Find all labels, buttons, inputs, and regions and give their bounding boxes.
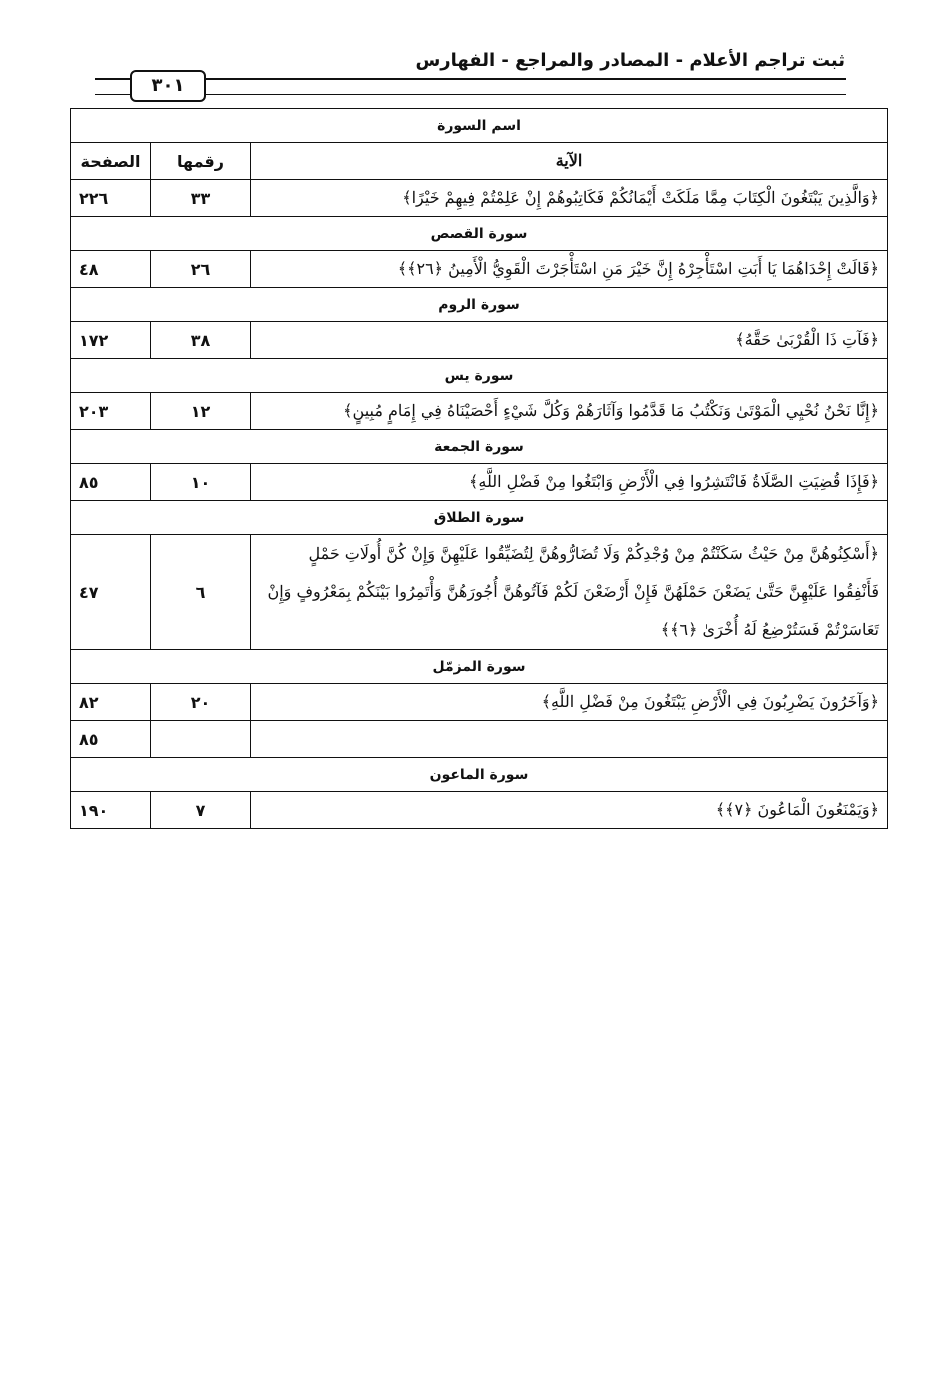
ayah-row xyxy=(71,251,888,288)
surah-heading-row xyxy=(71,217,888,251)
surah-heading-row xyxy=(71,501,888,535)
ayah-text: ﴿وَيَمْنَعُونَ الْمَاعُونَ ﴿٧﴾﴾ xyxy=(251,792,888,829)
page-reference: ٨٢ xyxy=(71,684,151,721)
ayah-row xyxy=(71,684,888,721)
ayah-text: ﴿وَالَّذِينَ يَبْتَغُونَ الْكِتَابَ مِمَّا مَلَكَتْ أَيْمَانُكُمْ فَكَاتِبُوهُمْ إِنْ عَلِمْتُمْ فِيهِمْ خَيْرًا﴾ xyxy=(251,180,888,217)
header-rule-left xyxy=(95,78,130,80)
surah-title: سورة الماعون xyxy=(71,758,888,792)
first-surah-row xyxy=(71,109,888,143)
surah-heading-row xyxy=(71,650,888,684)
quran-verse-index-table xyxy=(70,108,888,829)
ayah-row xyxy=(71,535,888,650)
surah-heading-row xyxy=(71,758,888,792)
surah-title: اسم السورة xyxy=(71,109,888,143)
page-reference: ١٧٢ xyxy=(71,322,151,359)
surah-title: سورة يس xyxy=(71,359,888,393)
column-header-page: الصفحة xyxy=(71,143,151,180)
column-header-number: رقمها xyxy=(151,143,251,180)
ayah-row xyxy=(71,180,888,217)
header-rule-bottom xyxy=(95,94,846,95)
ayah-number xyxy=(151,721,251,758)
ayah-number: ١٢ xyxy=(151,393,251,430)
ayah-number: ٧ xyxy=(151,792,251,829)
page-reference: ٨٥ xyxy=(71,464,151,501)
surah-heading-row xyxy=(71,359,888,393)
ayah-text: ﴿أَسْكِنُوهُنَّ مِنْ حَيْثُ سَكَنْتُمْ مِنْ وُجْدِكُمْ وَلَا تُضَارُّوهُنَّ لِتُضَيِّقُوا عَلَيْهِنَّ وَإِنْ كُنَّ أُولَاتِ حَمْلٍ فَأَنْفِقُوا عَلَيْهِنَّ حَتَّىٰ يَضَعْنَ حَمْلَهُنَّ فَإِنْ أَرْضَعْنَ لَكُمْ فَآتُوهُنَّ أُجُورَهُنَّ وَأْتَمِرُوا بَيْنَكُمْ بِمَعْرُوفٍ وَإِنْ تَعَاسَرْتُمْ فَسَتُرْضِعُ لَهُ أُخْرَىٰ ﴿٦﴾﴾ xyxy=(251,535,888,650)
ayah-row xyxy=(71,464,888,501)
page-reference: ٤٨ xyxy=(71,251,151,288)
ayah-number: ٣٨ xyxy=(151,322,251,359)
page-header-title: ثبت تراجم الأعلام - المصادر والمراجع - الفهارس xyxy=(415,50,845,71)
ayah-row xyxy=(71,721,888,758)
ayah-text xyxy=(251,721,888,758)
page-reference: ٤٧ xyxy=(71,535,151,650)
ayah-number: ١٠ xyxy=(151,464,251,501)
surah-title: سورة الروم xyxy=(71,288,888,322)
surah-title: سورة القصص xyxy=(71,217,888,251)
surah-title: سورة الجمعة xyxy=(71,430,888,464)
surah-title: سورة المزمّل xyxy=(71,650,888,684)
header-rule-right xyxy=(206,78,846,80)
ayah-number: ٣٣ xyxy=(151,180,251,217)
page-reference: ٢٠٣ xyxy=(71,393,151,430)
surah-heading-row xyxy=(71,430,888,464)
page-number: ٣٠١ xyxy=(130,70,206,102)
ayah-row xyxy=(71,393,888,430)
surah-heading-row xyxy=(71,288,888,322)
ayah-number: ٢٠ xyxy=(151,684,251,721)
ayah-number: ٢٦ xyxy=(151,251,251,288)
surah-title: سورة الطلاق xyxy=(71,501,888,535)
ayah-row xyxy=(71,792,888,829)
ayah-text: ﴿قَالَتْ إِحْدَاهُمَا يَا أَبَتِ اسْتَأْجِرْهُ إِنَّ خَيْرَ مَنِ اسْتَأْجَرْتَ الْقَوِيُّ الْأَمِينُ ﴿٢٦﴾﴾ xyxy=(251,251,888,288)
ayah-row xyxy=(71,322,888,359)
ayah-number: ٦ xyxy=(151,535,251,650)
page-reference: ٨٥ xyxy=(71,721,151,758)
page-reference: ١٩٠ xyxy=(71,792,151,829)
ayah-text: ﴿فَإِذَا قُضِيَتِ الصَّلَاةُ فَانْتَشِرُوا فِي الْأَرْضِ وَابْتَغُوا مِنْ فَضْلِ اللَّهِ﴾ xyxy=(251,464,888,501)
column-header-ayah: الآية xyxy=(251,143,888,180)
ayah-text: ﴿وَآخَرُونَ يَضْرِبُونَ فِي الْأَرْضِ يَبْتَغُونَ مِنْ فَضْلِ اللَّهِ﴾ xyxy=(251,684,888,721)
ayah-text: ﴿إِنَّا نَحْنُ نُحْيِي الْمَوْتَىٰ وَنَكْتُبُ مَا قَدَّمُوا وَآثَارَهُمْ وَكُلَّ شَيْءٍ أَحْصَيْنَاهُ فِي إِمَامٍ مُبِينٍ﴾ xyxy=(251,393,888,430)
page-reference: ٢٢٦ xyxy=(71,180,151,217)
column-header-row xyxy=(71,143,888,180)
ayah-text: ﴿فَآتِ ذَا الْقُرْبَىٰ حَقَّهُ﴾ xyxy=(251,322,888,359)
